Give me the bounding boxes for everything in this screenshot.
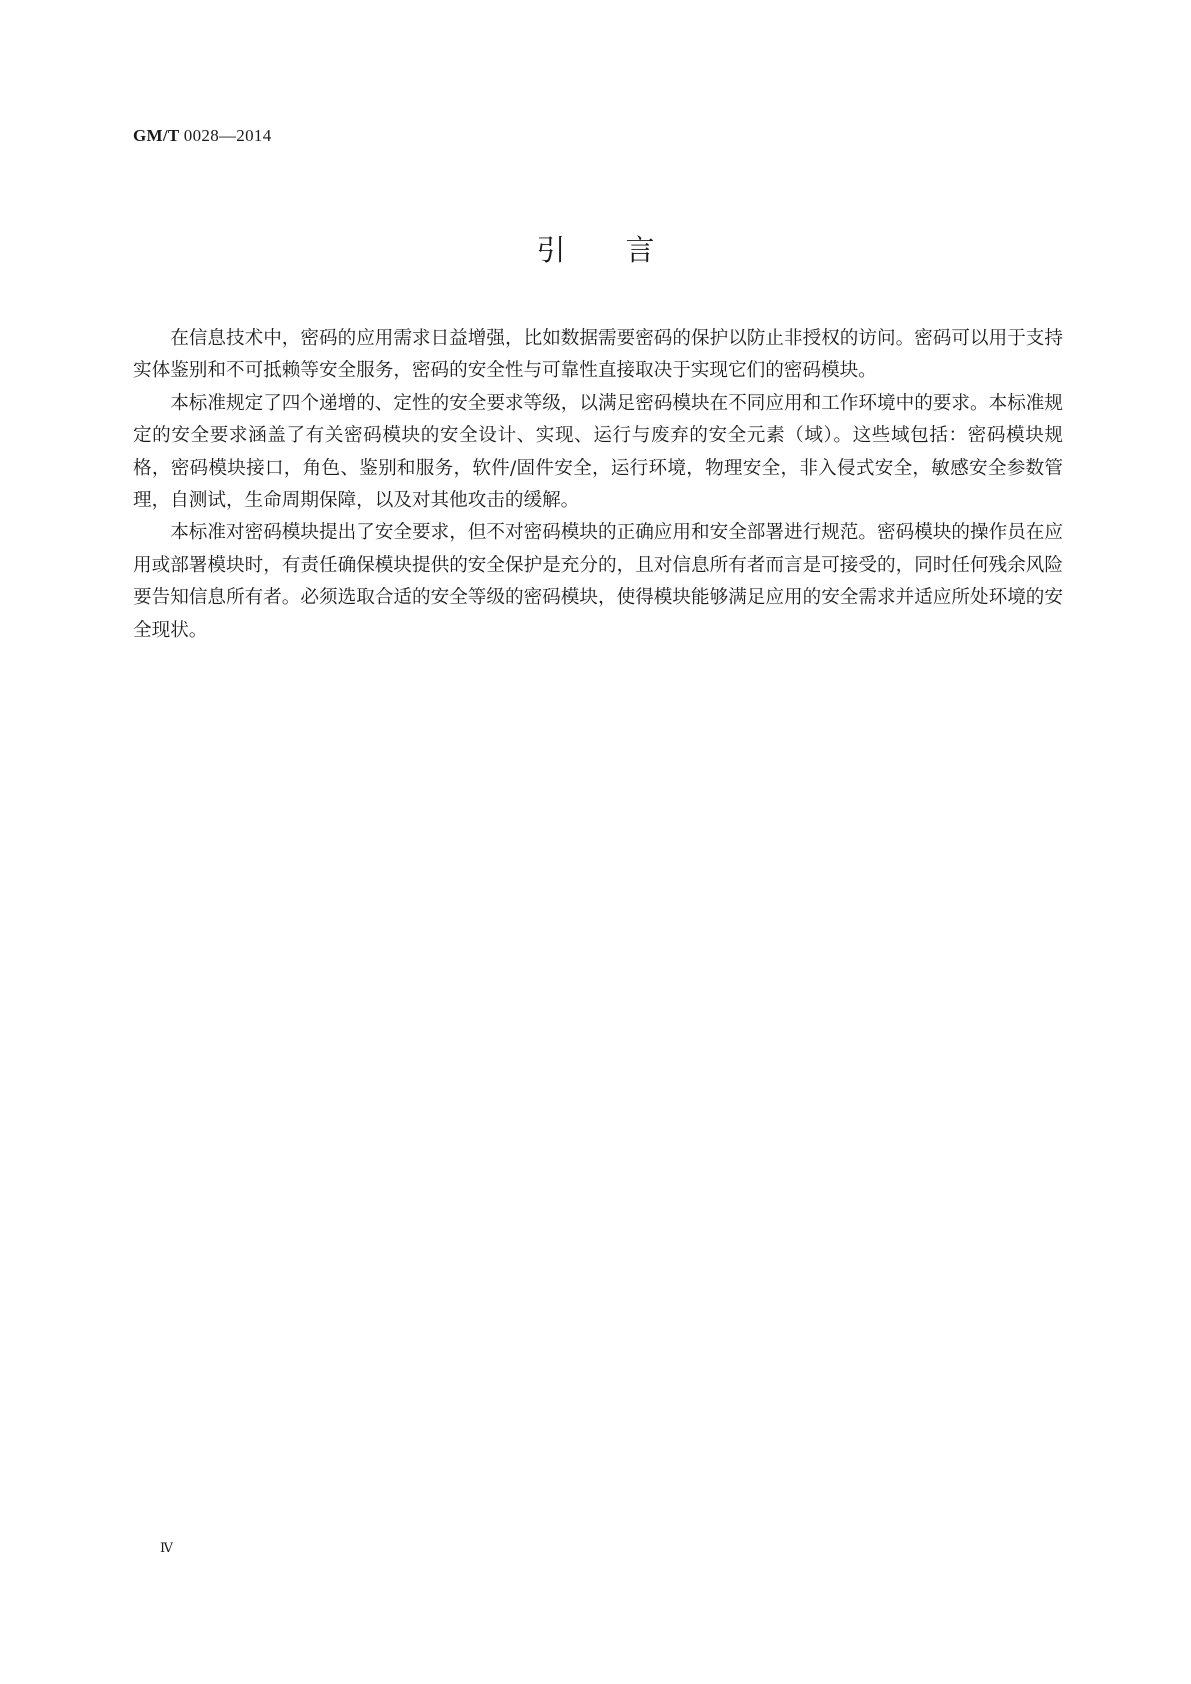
page-number: Ⅳ xyxy=(160,1540,173,1555)
standard-code xyxy=(133,126,272,146)
page-title: 引言 xyxy=(536,233,715,267)
standard-number: 0028—2014 xyxy=(183,126,272,145)
paragraph: 本标准对密码模块提出了安全要求，但不对密码模块的正确应用和安全部署进行规范。密码模块的操作员在应用或部署模块时，有责任确保模块提供的安全保护是充分的，且对信息所有者而言是可接受的，同时任何残余风险要告知信息所有者。必须选取合适的安全等级的密码模块，使得模块能够满足应用的安全需求并适应所处环境的安全现状。 xyxy=(133,522,1063,641)
paragraph: 本标准规定了四个递增的、定性的安全要求等级，以满足密码模块在不同应用和工作环境中的要求。本标准规定的安全要求涵盖了有关密码模块的安全设计、实现、运行与废弃的安全元素（域）。这些域包括：密码模块规格，密码模块接口，角色、鉴别和服务，软件/固件安全，运行环境，物理安全，非入侵式安全，敏感安全参数管理，自测试，生命周期保障，以及对其他攻击的缓解。 xyxy=(133,392,1063,512)
paragraph: 在信息技术中，密码的应用需求日益增强，比如数据需要密码的保护以防止非授权的访问。密码可以用于支持实体鉴别和不可抵赖等安全服务，密码的安全性与可靠性直接取决于实现它们的密码模块。 xyxy=(133,328,1063,382)
introduction-body xyxy=(133,323,1063,647)
standard-prefix: GM/T xyxy=(133,126,180,145)
